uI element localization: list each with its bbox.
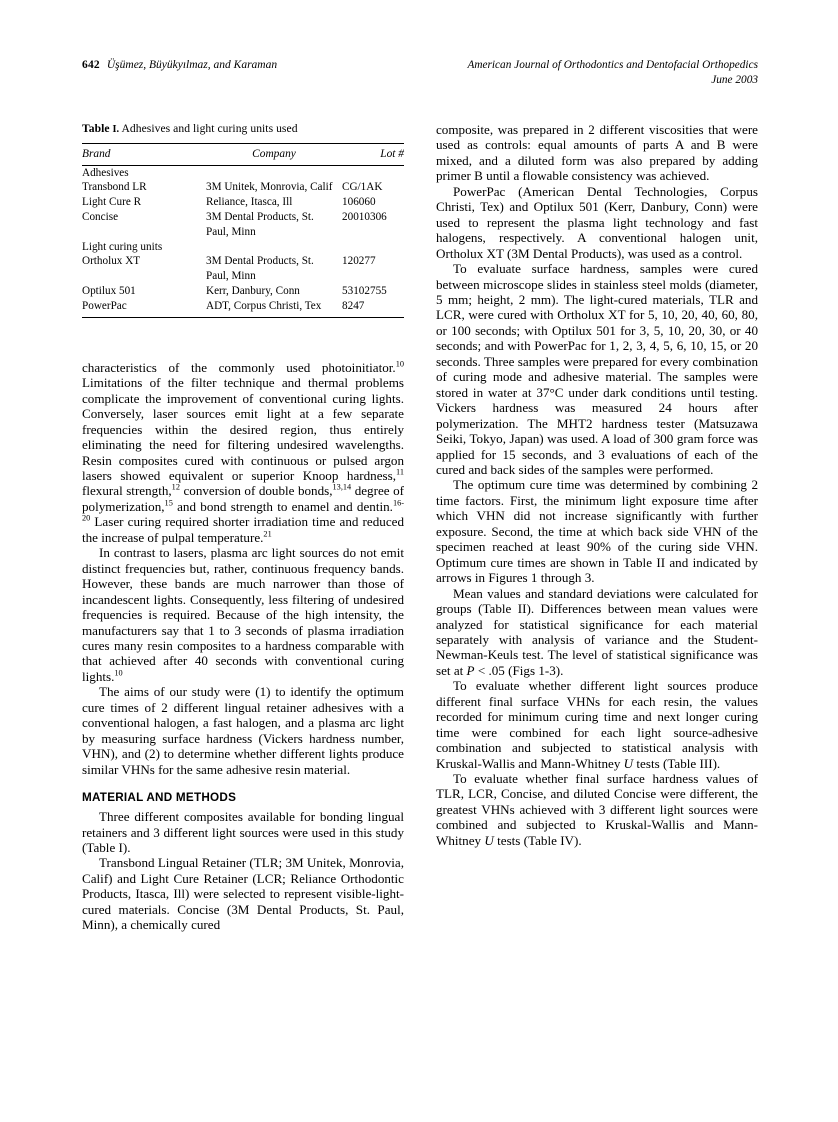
table-group-row <box>82 240 404 255</box>
paragraph: The aims of our study were (1) to identify the optimum cure times of 2 different lingual retainer adhesives with a conventional halogen, a fast halogen, and a plasma arc light by measuring surface hardness (Vickers hardness number, VHN), and (2) to determine whether different lights produce similar VHNs for the same adhesive resin material. <box>82 684 404 777</box>
paragraph: composite, was prepared in 2 different viscosities that were used as controls: equal amounts of parts A and B were mixed, and a diluted form was also prepared by adding primer B until a flowable consistency was achieved. <box>436 122 758 184</box>
cell-brand: Light Cure R <box>82 196 142 209</box>
cell-lot: 20010306 <box>342 210 387 223</box>
cell-brand: Ortholux XT <box>82 255 141 268</box>
table-header-row <box>82 144 404 166</box>
paragraph: Transbond Lingual Retainer (TLR; 3M Unitek, Monrovia, Calif) and Light Cure Retainer (LCR; Reliance Orthodontic Products, Itasca, Ill) were selected to represent visible-light-cured materials. Concise (3M Dental Products, St. Paul, Minn), a chemically cured <box>82 855 404 933</box>
cell-company: Reliance, Itasca, Ill <box>206 196 293 209</box>
table-1 <box>82 122 404 318</box>
paragraph: To evaluate whether final surface hardness values of TLR, LCR, Concise, and diluted Concise were different, the greatest VHNs achieved with 3 different light sources were combined and subjected to Kruskal-Wallis and Mann-Whitney U tests (Table IV). <box>436 771 758 848</box>
cell-lot: CG/1AK <box>342 181 383 194</box>
left-column <box>82 122 404 933</box>
table-row <box>82 196 404 211</box>
column-header-company: Company <box>252 148 296 160</box>
cell-company: 3M Unitek, Monrovia, Calif <box>206 181 333 194</box>
cell-company: 3M Dental Products, St. <box>206 255 314 268</box>
issue-date: June 2003 <box>711 74 758 86</box>
column-header-brand: Brand <box>82 148 111 160</box>
cell-brand: Transbond LR <box>82 181 147 194</box>
table-row <box>82 210 404 225</box>
running-head-authors: Üşümez, Büyükyılmaz, and Karaman <box>106 59 278 71</box>
table-caption-title: Adhesives and light curing units used <box>121 122 298 135</box>
table-caption-label: Table <box>82 122 110 135</box>
table-row-continuation <box>82 269 404 284</box>
table-head <box>82 144 404 166</box>
cell-lot: 120277 <box>342 255 376 268</box>
section-heading: MATERIAL AND METHODS <box>82 791 237 805</box>
right-column <box>436 122 758 933</box>
group-label-light-curing-units: Light curing units <box>82 240 163 253</box>
table-row-continuation <box>82 225 404 240</box>
table-row <box>82 181 404 196</box>
paragraph: characteristics of the commonly used photoinitiator.$^{10}$ Limitations of the filter technique and thermal problems complicate the improvement of conventional curing lights. Conversely, laser sources emit light at a few separate frequencies within the desired region, thus entirely eliminating the need for filtering undesired wavelengths. Resin composites cured with continuous or pulsed argon lasers showed equivalent or superior Knoop hardness,$^{11}$ flexural strength,$^{12}$ conversion of double bonds,$^{13,14}$ degree of polymerization,$^{15}$ and bond strength to enamel and dentin.$^{16-20}$ Laser curing required shorter irradiation time and reduced the increase of pulpal temperature.$^{21}$ <box>82 359 404 545</box>
cell-company-line2: Paul, Minn <box>206 225 256 238</box>
table-body <box>82 166 404 314</box>
journal-title: American Journal of Orthodontics and Dentofacial Orthopedics <box>467 59 758 71</box>
table-group-row <box>82 166 404 181</box>
paragraph: To evaluate surface hardness, samples were cured between microscope slides in stainless steel molds (diameter, 5 mm; height, 2 mm). The light-cured materials, TLR and LCR, were cured with Ortholux XT for 5, 10, 20, 40, 60, 80, or 100 seconds; with Optilux 501 for 3, 5, 10, 20, 30, or 40 seconds; and with PowerPac for 1, 2, 3, 4, 5, 6, 10, 15, or 20 seconds. Three samples were prepared for every combination of curing mode and adhesive material. The samples were stored in water at 37°C under dark conditions until testing. Vickers hardness was measured 24 hours after polymerization. The MHT2 hardness tester (Matsuzawa Seiki, Tokyo, Japan) was used. A load of 300 gram force was applied for 15 seconds, and 3 evaluations of each of the cured and back sides of the samples were performed. <box>436 261 758 477</box>
table-row <box>82 299 404 314</box>
running-head-left <box>82 58 277 72</box>
table-caption <box>82 122 404 137</box>
page-folio: 642 <box>82 59 100 71</box>
cell-brand: Concise <box>82 210 119 223</box>
cell-brand: Optilux 501 <box>82 284 136 297</box>
cell-company-line2: Paul, Minn <box>206 270 256 283</box>
paragraph: The optimum cure time was determined by combining 2 time factors. First, the minimum light exposure time after which VHN did not increase significantly with further exposure. Second, the time at which back side VHN of the specimen reached at least 90% of the curing side VHN. Optimum cure times are shown in Table II and indicated by arrows in Figures 1 through 3. <box>436 477 758 586</box>
cell-lot: 8247 <box>342 299 365 312</box>
column-header-lot: Lot # <box>380 148 404 160</box>
cell-brand: PowerPac <box>82 299 127 312</box>
spacer <box>82 318 404 360</box>
adhesives-table <box>82 143 404 314</box>
body-columns <box>82 122 758 933</box>
running-head-right <box>467 58 758 88</box>
running-head <box>82 58 758 88</box>
paragraph: Three different composites available for bonding lingual retainers and 3 different light sources were used in this study (Table I). <box>82 809 404 855</box>
paragraph: To evaluate whether different light sources produce different final surface VHNs for each resin, the values recorded for minimum curing time and next longer curing time were combined for each light source-adhesive combination and subjected to statistical analysis with Kruskal-Wallis and Mann-Whitney U tests (Table III). <box>436 678 758 771</box>
paragraph: Mean values and standard deviations were calculated for groups (Table II). Differences between mean values were analyzed for statistical significance for each material separately with analysis of variance and the Student-Newman-Keuls test. The level of statistical significance was set at P < .05 (Figs 1-3). <box>436 585 758 678</box>
cell-company: ADT, Corpus Christi, Tex <box>206 299 322 312</box>
cell-lot: 106060 <box>342 196 376 209</box>
cell-lot: 53102755 <box>342 284 387 297</box>
table-row <box>82 255 404 270</box>
paragraph: In contrast to lasers, plasma arc light sources do not emit distinct frequencies but, rather, continuous frequency bands. However, these bands are much narrower than those of incandescent lights. Consequently, less filtering of undesired frequencies is required. Because of the high intensity, the manufacturers say that 1 to 3 seconds of plasma irradiation cures many resin composites to a hardness comparable with that achieved after 40 seconds with conventional curing lights.$^{10}$ <box>82 545 404 684</box>
table-row <box>82 284 404 299</box>
group-label-adhesives: Adhesives <box>82 166 129 179</box>
cell-company: 3M Dental Products, St. <box>206 210 314 223</box>
table-caption-number: I. <box>112 124 120 135</box>
paragraph: PowerPac (American Dental Technologies, Corpus Christi, Tex) and Optilux 501 (Kerr, Danbury, Conn) were used to represent the plasma light technology and fast halogens, respectively. A conventional halogen unit, Ortholux XT (3M Dental Products), was used as a control. <box>436 183 758 261</box>
cell-company: Kerr, Danbury, Conn <box>206 284 300 297</box>
